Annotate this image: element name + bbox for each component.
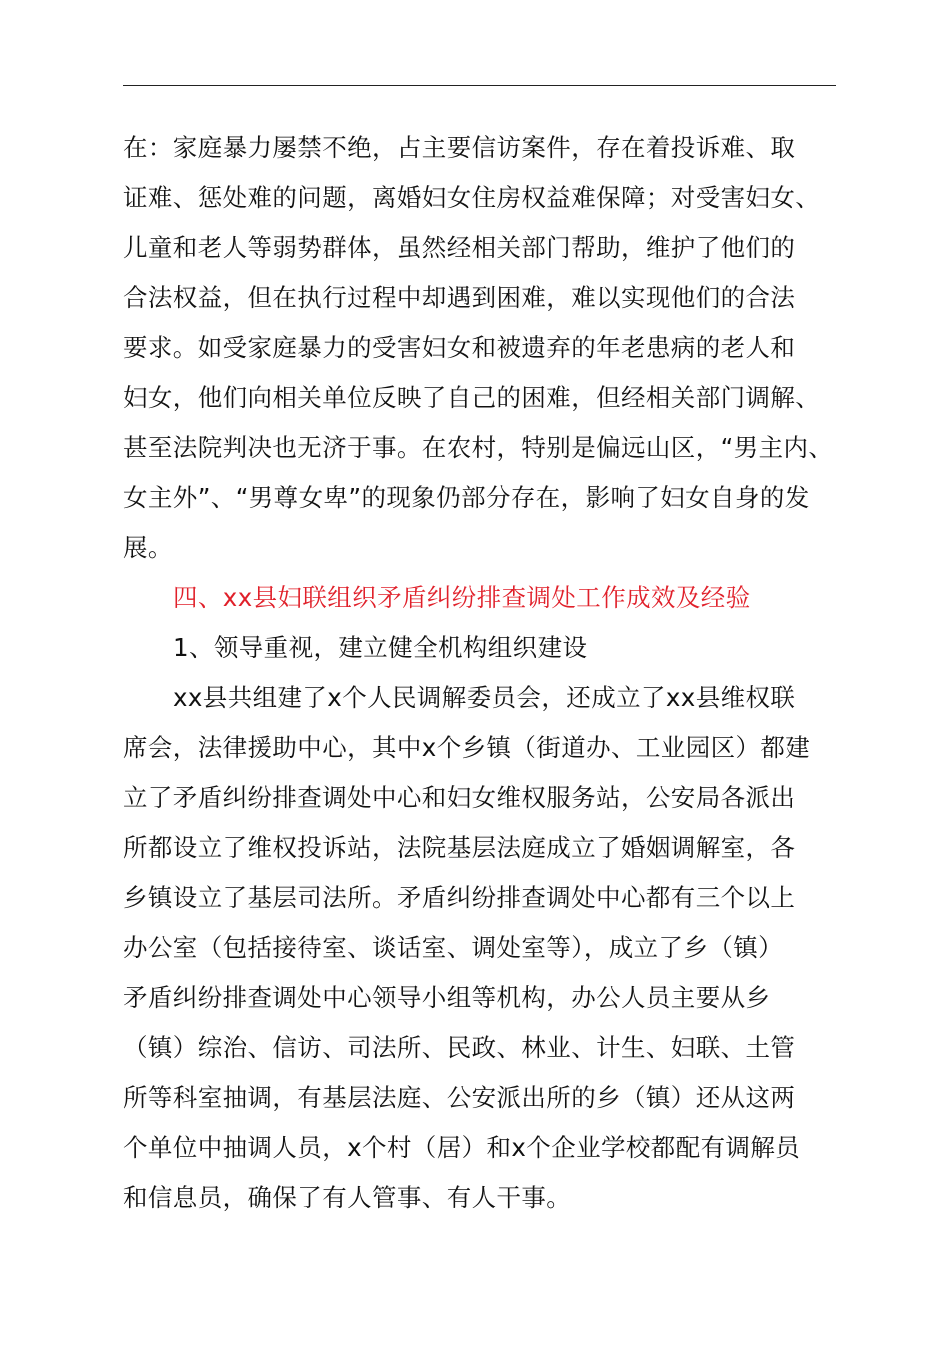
paragraph-1: [123, 123, 843, 573]
text-line: 女主外”、“男尊女卑”的现象仍部分存在，影响了妇女自身的发: [123, 483, 810, 512]
text-line: 在：家庭暴力屡禁不绝，占主要信访案件，存在着投诉难、取: [123, 133, 796, 162]
section-heading: 四、xx县妇联组织矛盾纠纷排查调处工作成效及经验: [173, 583, 751, 612]
subheading: 1、领导重视，建立健全机构组织建设: [173, 633, 588, 662]
text-line: 展。: [123, 533, 173, 562]
paragraph-2: [123, 673, 843, 1223]
text-line: 所等科室抽调，有基层法庭、公安派出所的乡（镇）还从这两: [123, 1083, 796, 1112]
text-line: 办公室（包括接待室、谈话室、调处室等），成立了乡（镇）: [123, 933, 784, 962]
text-line: 甚至法院判决也无济于事。在农村，特别是偏远山区，“男主内、: [123, 433, 834, 462]
header-rule: [123, 85, 836, 86]
text-line: 要求。如受家庭暴力的受害妇女和被遗弃的年老患病的老人和: [123, 333, 796, 362]
text-line: 妇女，他们向相关单位反映了自己的困难，但经相关部门调解、: [123, 383, 821, 412]
text-line: （镇）综治、信访、司法所、民政、林业、计生、妇联、土管: [123, 1033, 796, 1062]
document-body: [123, 123, 843, 1223]
text-line: 乡镇设立了基层司法所。矛盾纠纷排查调处中心都有三个以上: [123, 883, 796, 912]
text-line: xx县共组建了x个人民调解委员会，还成立了xx县维权联: [173, 683, 796, 712]
text-line: 合法权益，但在执行过程中却遇到困难，难以实现他们的合法: [123, 283, 796, 312]
text-line: 个单位中抽调人员，x个村（居）和x个企业学校都配有调解员: [123, 1133, 801, 1162]
text-line: 席会，法律援助中心，其中x个乡镇（街道办、工业园区）都建: [123, 733, 811, 762]
text-line: 儿童和老人等弱势群体，虽然经相关部门帮助，维护了他们的: [123, 233, 796, 262]
text-line: 立了矛盾纠纷排查调处中心和妇女维权服务站，公安局各派出: [123, 783, 796, 812]
text-line: 证难、惩处难的问题，离婚妇女住房权益难保障；对受害妇女、: [123, 183, 821, 212]
text-line: 所都设立了维权投诉站，法院基层法庭成立了婚姻调解室，各: [123, 833, 796, 862]
text-line: 和信息员，确保了有人管事、有人干事。: [123, 1183, 572, 1212]
text-line: 矛盾纠纷排查调处中心领导小组等机构，办公人员主要从乡: [123, 983, 771, 1012]
